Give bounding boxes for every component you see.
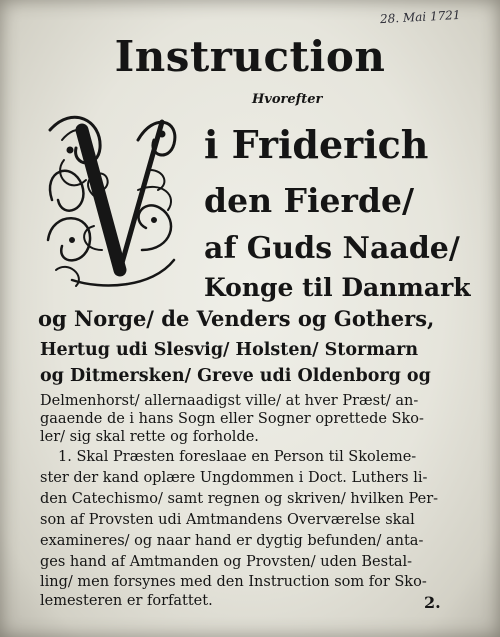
heading-line-2: den Fierde/ (204, 181, 415, 220)
body-line-3: og Ditmersken/ Greve udi Oldenborg og (40, 366, 431, 386)
subtitle: Hvorefter (252, 92, 323, 107)
body-line-6: ler/ sig skal rette og forholde. (40, 429, 259, 445)
body-line-2: Hertug udi Slesvig/ Holsten/ Stormarn (40, 340, 419, 360)
body-line-9: den Catechismo/ samt regnen og skriven/ hvilken Per- (40, 491, 439, 507)
heading-line-3: af Guds Naade/ (204, 231, 460, 266)
decorated-initial-v-icon (42, 100, 182, 290)
heading-line-1: i Friderich (204, 122, 429, 167)
heading-line-4: Konge til Danmark (204, 273, 471, 302)
body-line-12: ges hand af Amtmanden og Provsten/ uden Bestal- (40, 554, 413, 570)
body-line-10: son af Provsten udi Amtmandens Overværelse skal (40, 512, 415, 528)
body-line-8: ster der kand oplære Ungdommen i Doct. Luthers li- (40, 470, 428, 486)
document-title: Instruction (114, 32, 386, 81)
handwritten-date: 28. Mai 1721 (379, 7, 461, 27)
body-line-11: examineres/ og naar hand er dygtig befunden/ anta- (40, 533, 424, 549)
body-line-1: og Norge/ de Venders og Gothers, (38, 306, 435, 331)
body-line-4: Delmenhorst/ allernaadigst ville/ at hver Præst/ an- (40, 393, 419, 409)
body-line-5: gaaende de i hans Sogn eller Sogner oprettede Sko- (40, 411, 424, 427)
page-number: 2. (424, 593, 441, 612)
body-line-13: ling/ men forsynes med den Instruction som for Sko- (40, 574, 427, 590)
body-line-14: lemesteren er forfattet. (40, 593, 213, 609)
body-line-7: 1. Skal Præsten foreslaae en Person til Skoleme- (58, 449, 417, 465)
